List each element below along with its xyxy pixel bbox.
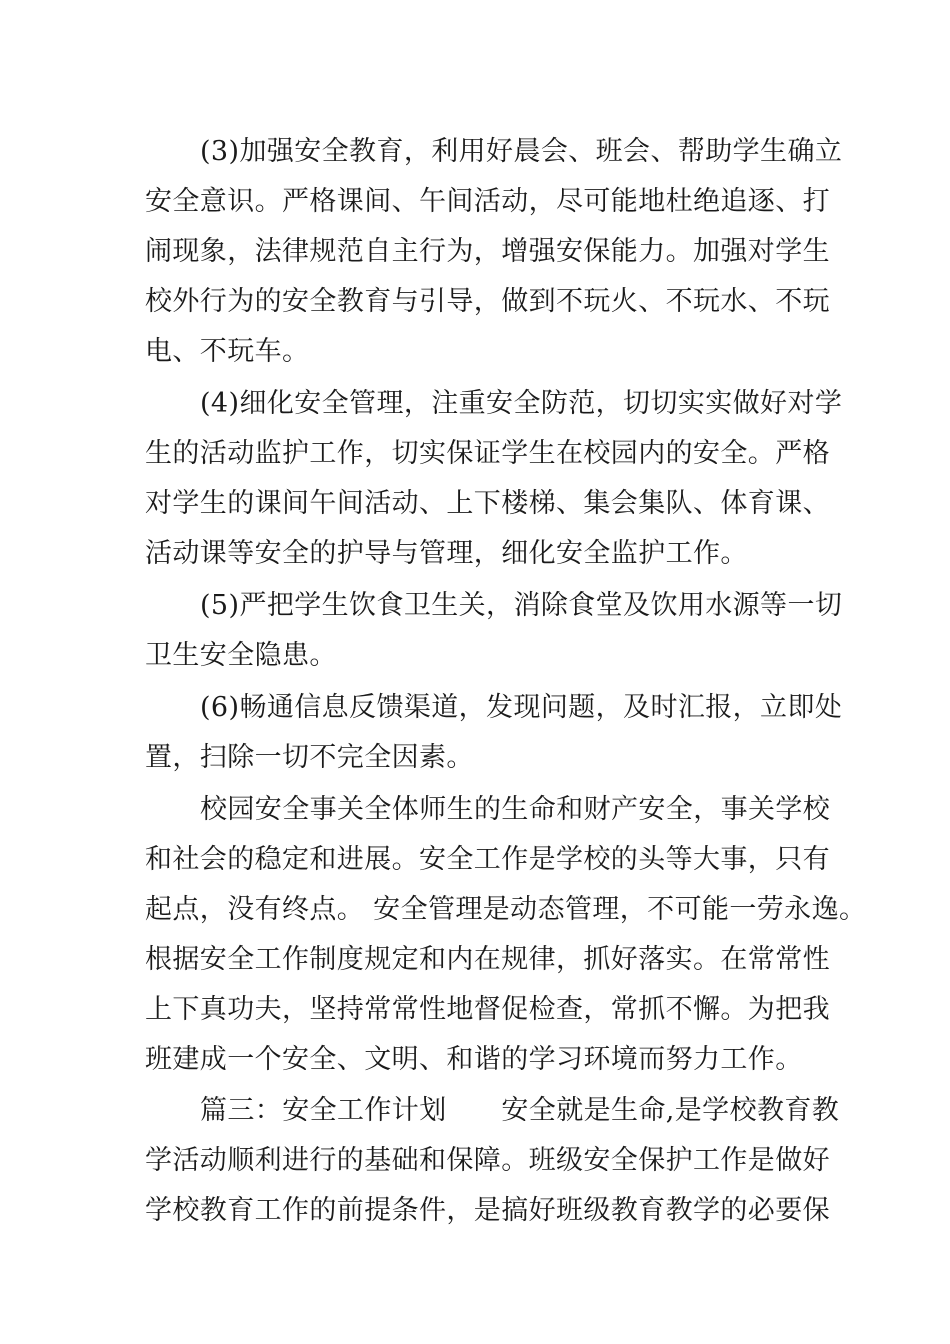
- text-line: 生的活动监护工作，切实保证学生在校园内的安全。严格: [145, 437, 830, 469]
- text-line: 安全意识。严格课间、午间活动，尽可能地杜绝追逐、打: [145, 186, 830, 217]
- text-line: 卫生安全隐患。: [145, 639, 337, 671]
- text-line: 置，扫除一切不完全因素。: [145, 741, 474, 773]
- text-line: 活动课等安全的护导与管理，细化安全监护工作。: [145, 537, 748, 569]
- text-line: 上下真功夫，坚持常常性地督促检查，常抓不懈。为把我: [145, 993, 830, 1025]
- paragraph-item-3: [145, 127, 843, 377]
- paragraph-item-5: [145, 581, 843, 681]
- text-line: 班建成一个安全、文明、和谐的学习环境而努力工作。: [145, 1043, 803, 1075]
- text-line: (5)严把学生饮食卫生关，消除食堂及饮用水源等一切: [200, 589, 843, 621]
- text-line: 学活动顺利进行的基础和保障。班级安全保护工作是做好: [145, 1145, 830, 1177]
- text-line: 闹现象，法律规范自主行为，增强安保能力。加强对学生: [145, 236, 830, 267]
- text-line: 和社会的稳定和进展。安全工作是学校的头等大事，只有: [145, 843, 830, 875]
- text-line: 起点，没有终点。 安全管理是动态管理，不可能一劳永逸。: [145, 893, 867, 925]
- text-line: (3)加强安全教育，利用好晨会、班会、帮助学生确立: [200, 136, 843, 167]
- text-line: 校园安全事关全体师生的生命和财产安全，事关学校: [200, 793, 831, 825]
- paragraph-summary: [145, 785, 867, 1085]
- text-line: 对学生的课间午间活动、上下楼梯、集会集队、体育课、: [145, 487, 830, 519]
- text-line: 学校教育工作的前提条件，是搞好班级教育教学的必要保: [145, 1195, 830, 1227]
- text-line: 电、不玩车。: [145, 336, 310, 367]
- text-line: (6)畅通信息反馈渠道，发现问题，及时汇报，立即处: [200, 691, 843, 723]
- text-line: 根据安全工作制度规定和内在规律，抓好落实。在常常性: [145, 943, 830, 975]
- paragraph-section-three: [145, 1086, 840, 1236]
- text-line: (4)细化安全管理，注重安全防范，切切实实做好对学: [200, 387, 843, 419]
- paragraph-item-4: [145, 379, 843, 579]
- text-line: 篇三：安全工作计划 安全就是生命,是学校教育教: [200, 1095, 840, 1127]
- paragraph-item-6: [145, 683, 843, 783]
- document-body: [145, 127, 867, 1238]
- text-line: 校外行为的安全教育与引导，做到不玩火、不玩水、不玩: [145, 286, 830, 317]
